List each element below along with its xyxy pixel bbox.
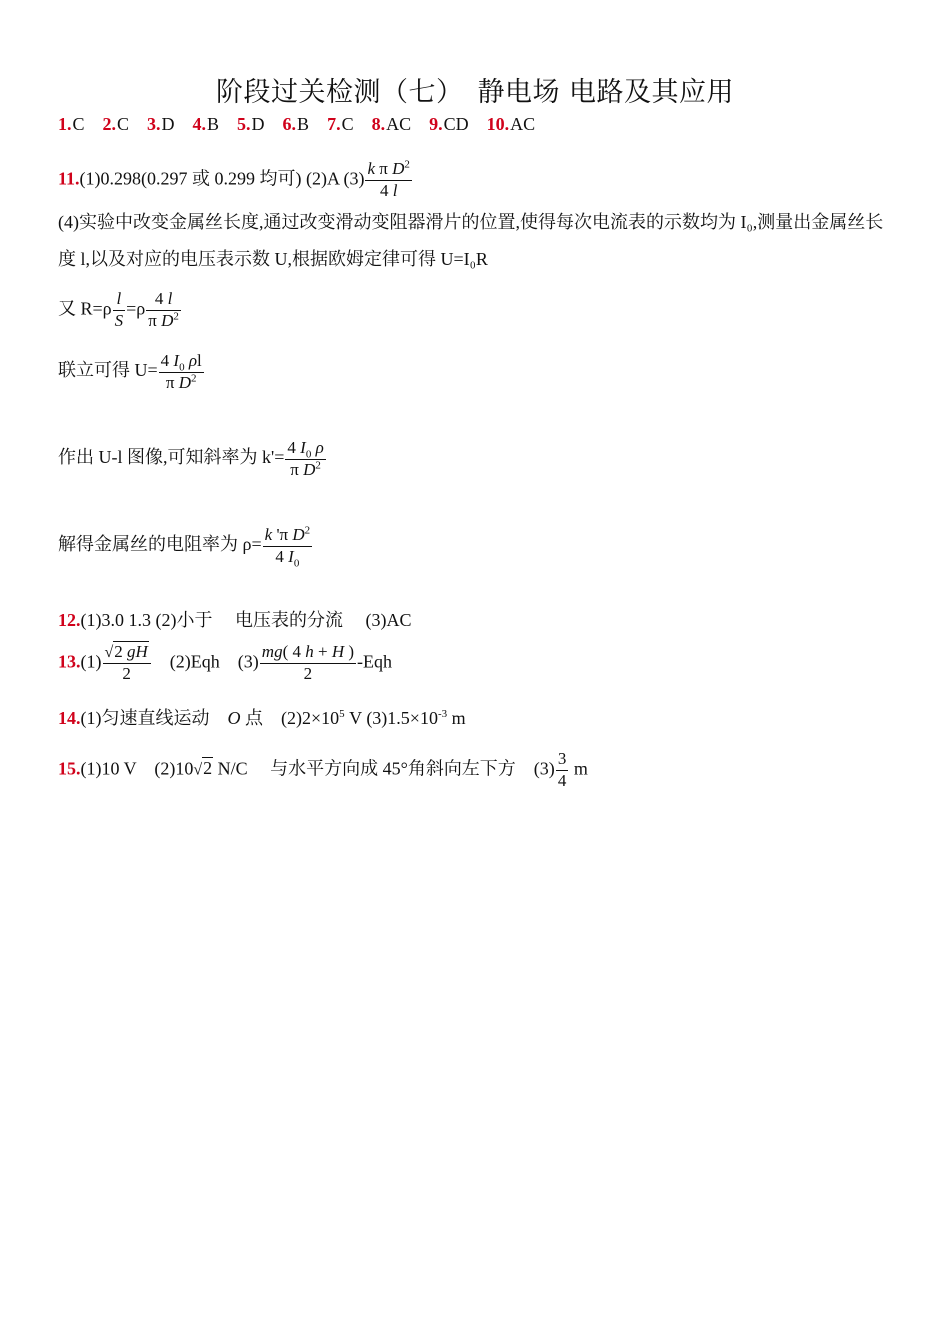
q11-fraction-3: $\frac{k \pi D^2}{4 l}$: [367, 158, 410, 200]
q12-number: 12.: [58, 610, 81, 630]
mg-fraction: $\frac{mg( 4 h + H )}{2}$: [261, 642, 355, 683]
mc-number: 10.: [486, 114, 510, 134]
rho-fraction: $\frac{k '\pi D^2}{4 I_0}$: [264, 524, 311, 570]
mc-item: [193, 114, 220, 134]
q11-voltage-line: [58, 351, 205, 392]
q15-text1: (1)10 V (2)10: [80, 758, 194, 779]
mc-item: [283, 114, 310, 134]
sqrt-2gh-fraction: $\frac{√2 gH}{2}$: [103, 643, 151, 683]
q11-u-text: 联立可得 U=: [58, 360, 158, 380]
q12-line: [58, 606, 411, 632]
mc-item: [487, 114, 536, 134]
mc-number: 7.: [327, 114, 341, 134]
mc-answer: B: [297, 114, 310, 134]
mc-item: [58, 114, 85, 134]
mc-answer: B: [207, 114, 220, 134]
mc-item: [327, 114, 354, 134]
q11-part1: (1)0.298(0.297 或 0.299 均可) (2)A (3): [79, 168, 365, 189]
q14-point-o: O: [227, 708, 241, 728]
mc-answer: C: [117, 114, 130, 134]
sqrt-icon: √: [193, 761, 203, 779]
mc-number: 2.: [102, 114, 117, 134]
q11-r-text: 又 R=ρ: [58, 298, 112, 319]
mc-answer: D: [161, 114, 175, 134]
mc-number: 5.: [237, 114, 251, 134]
q13-part3: -Eqh: [357, 651, 393, 672]
u-fraction: $\frac{4 I_0 \rho l}{\pi D^2}$: [160, 351, 202, 392]
mc-answer: C: [341, 114, 354, 134]
q14-text2: 点 (2)2×10: [240, 708, 340, 728]
mc-answer: AC: [510, 114, 536, 134]
mc-number: 1.: [58, 114, 72, 134]
three-quarters-fraction: [556, 750, 569, 790]
q15-sqrt-value: 2: [203, 758, 213, 779]
page-title: 阶段过关检测（七） 静电场 电路及其应用: [215, 77, 735, 108]
q11-slope-line: [58, 438, 327, 479]
mc-answer: C: [72, 114, 85, 134]
sqrt-icon: √: [104, 644, 114, 661]
k-fraction: $\frac{4 I_0 \rho}{\pi D^2}$: [287, 438, 324, 479]
mc-answers: [58, 114, 553, 135]
q13-part2: (2)Eqh (3): [151, 651, 259, 672]
q11-resistivity-line: [58, 524, 313, 570]
q15-number: 15.: [58, 758, 81, 779]
mc-number: 4.: [192, 114, 207, 134]
q15-line: [58, 750, 588, 790]
mc-answer: AC: [386, 114, 412, 134]
mc-number: 3.: [147, 114, 161, 134]
q11-line1: [58, 160, 413, 200]
q15-frac-den: 4: [557, 770, 567, 790]
q15-unit: m: [569, 758, 588, 779]
mc-item: [429, 114, 469, 134]
q14-exp2: -3: [437, 708, 448, 720]
q11-part4: (4)实验中改变金属丝长度,通过改变滑动变阻器滑片的位置,使得每次电流表的示数均为 I₀,测量出金属丝长度 l,以及对应的电压表示数 U,根据欧姆定律可得 U=I₀R: [58, 212, 884, 269]
mc-item: [372, 114, 412, 134]
q11-resistance-line: 又 R=ρ $\frac{l}{S}$ =ρ $\frac{4 l}{\pi D^2}$: [58, 289, 179, 330]
q12-text: (1)3.0 1.3 (2)小于 电压表的分流 (3)AC: [80, 610, 412, 630]
mc-item: [147, 114, 175, 134]
q14-exp1: 5: [339, 708, 345, 720]
q15-frac-num: 3: [556, 750, 569, 771]
q14-text1: (1)匀速直线运动: [80, 708, 228, 728]
q11-rho-text: 解得金属丝的电阻率为 ρ=: [58, 534, 262, 554]
q13-line: [58, 643, 392, 683]
q11-number: 11.: [58, 168, 80, 189]
q11-k-text: 作出 U-l 图像,可知斜率为 k'=: [58, 447, 285, 467]
l-over-s-fraction: $\frac{l}{S}$: [114, 289, 124, 330]
q14-text3: V (3)1.5×10: [344, 708, 438, 728]
4l-fraction: $\frac{4 l}{\pi D^2}$: [148, 289, 179, 330]
q13-number: 13.: [58, 651, 81, 672]
mc-number: 6.: [282, 114, 297, 134]
mc-answer: CD: [443, 114, 469, 134]
q14-text4: m: [447, 708, 466, 728]
q13-part1: (1): [80, 651, 102, 672]
mc-item: [237, 114, 265, 134]
mc-number: 9.: [429, 114, 443, 134]
q14-line: [58, 704, 466, 730]
mc-item: [103, 114, 130, 134]
q14-number: 14.: [58, 708, 81, 728]
q15-text3: N/C 与水平方向成 45°角斜向左下方 (3): [213, 758, 555, 779]
mc-answer: D: [251, 114, 265, 134]
mc-number: 8.: [371, 114, 386, 134]
